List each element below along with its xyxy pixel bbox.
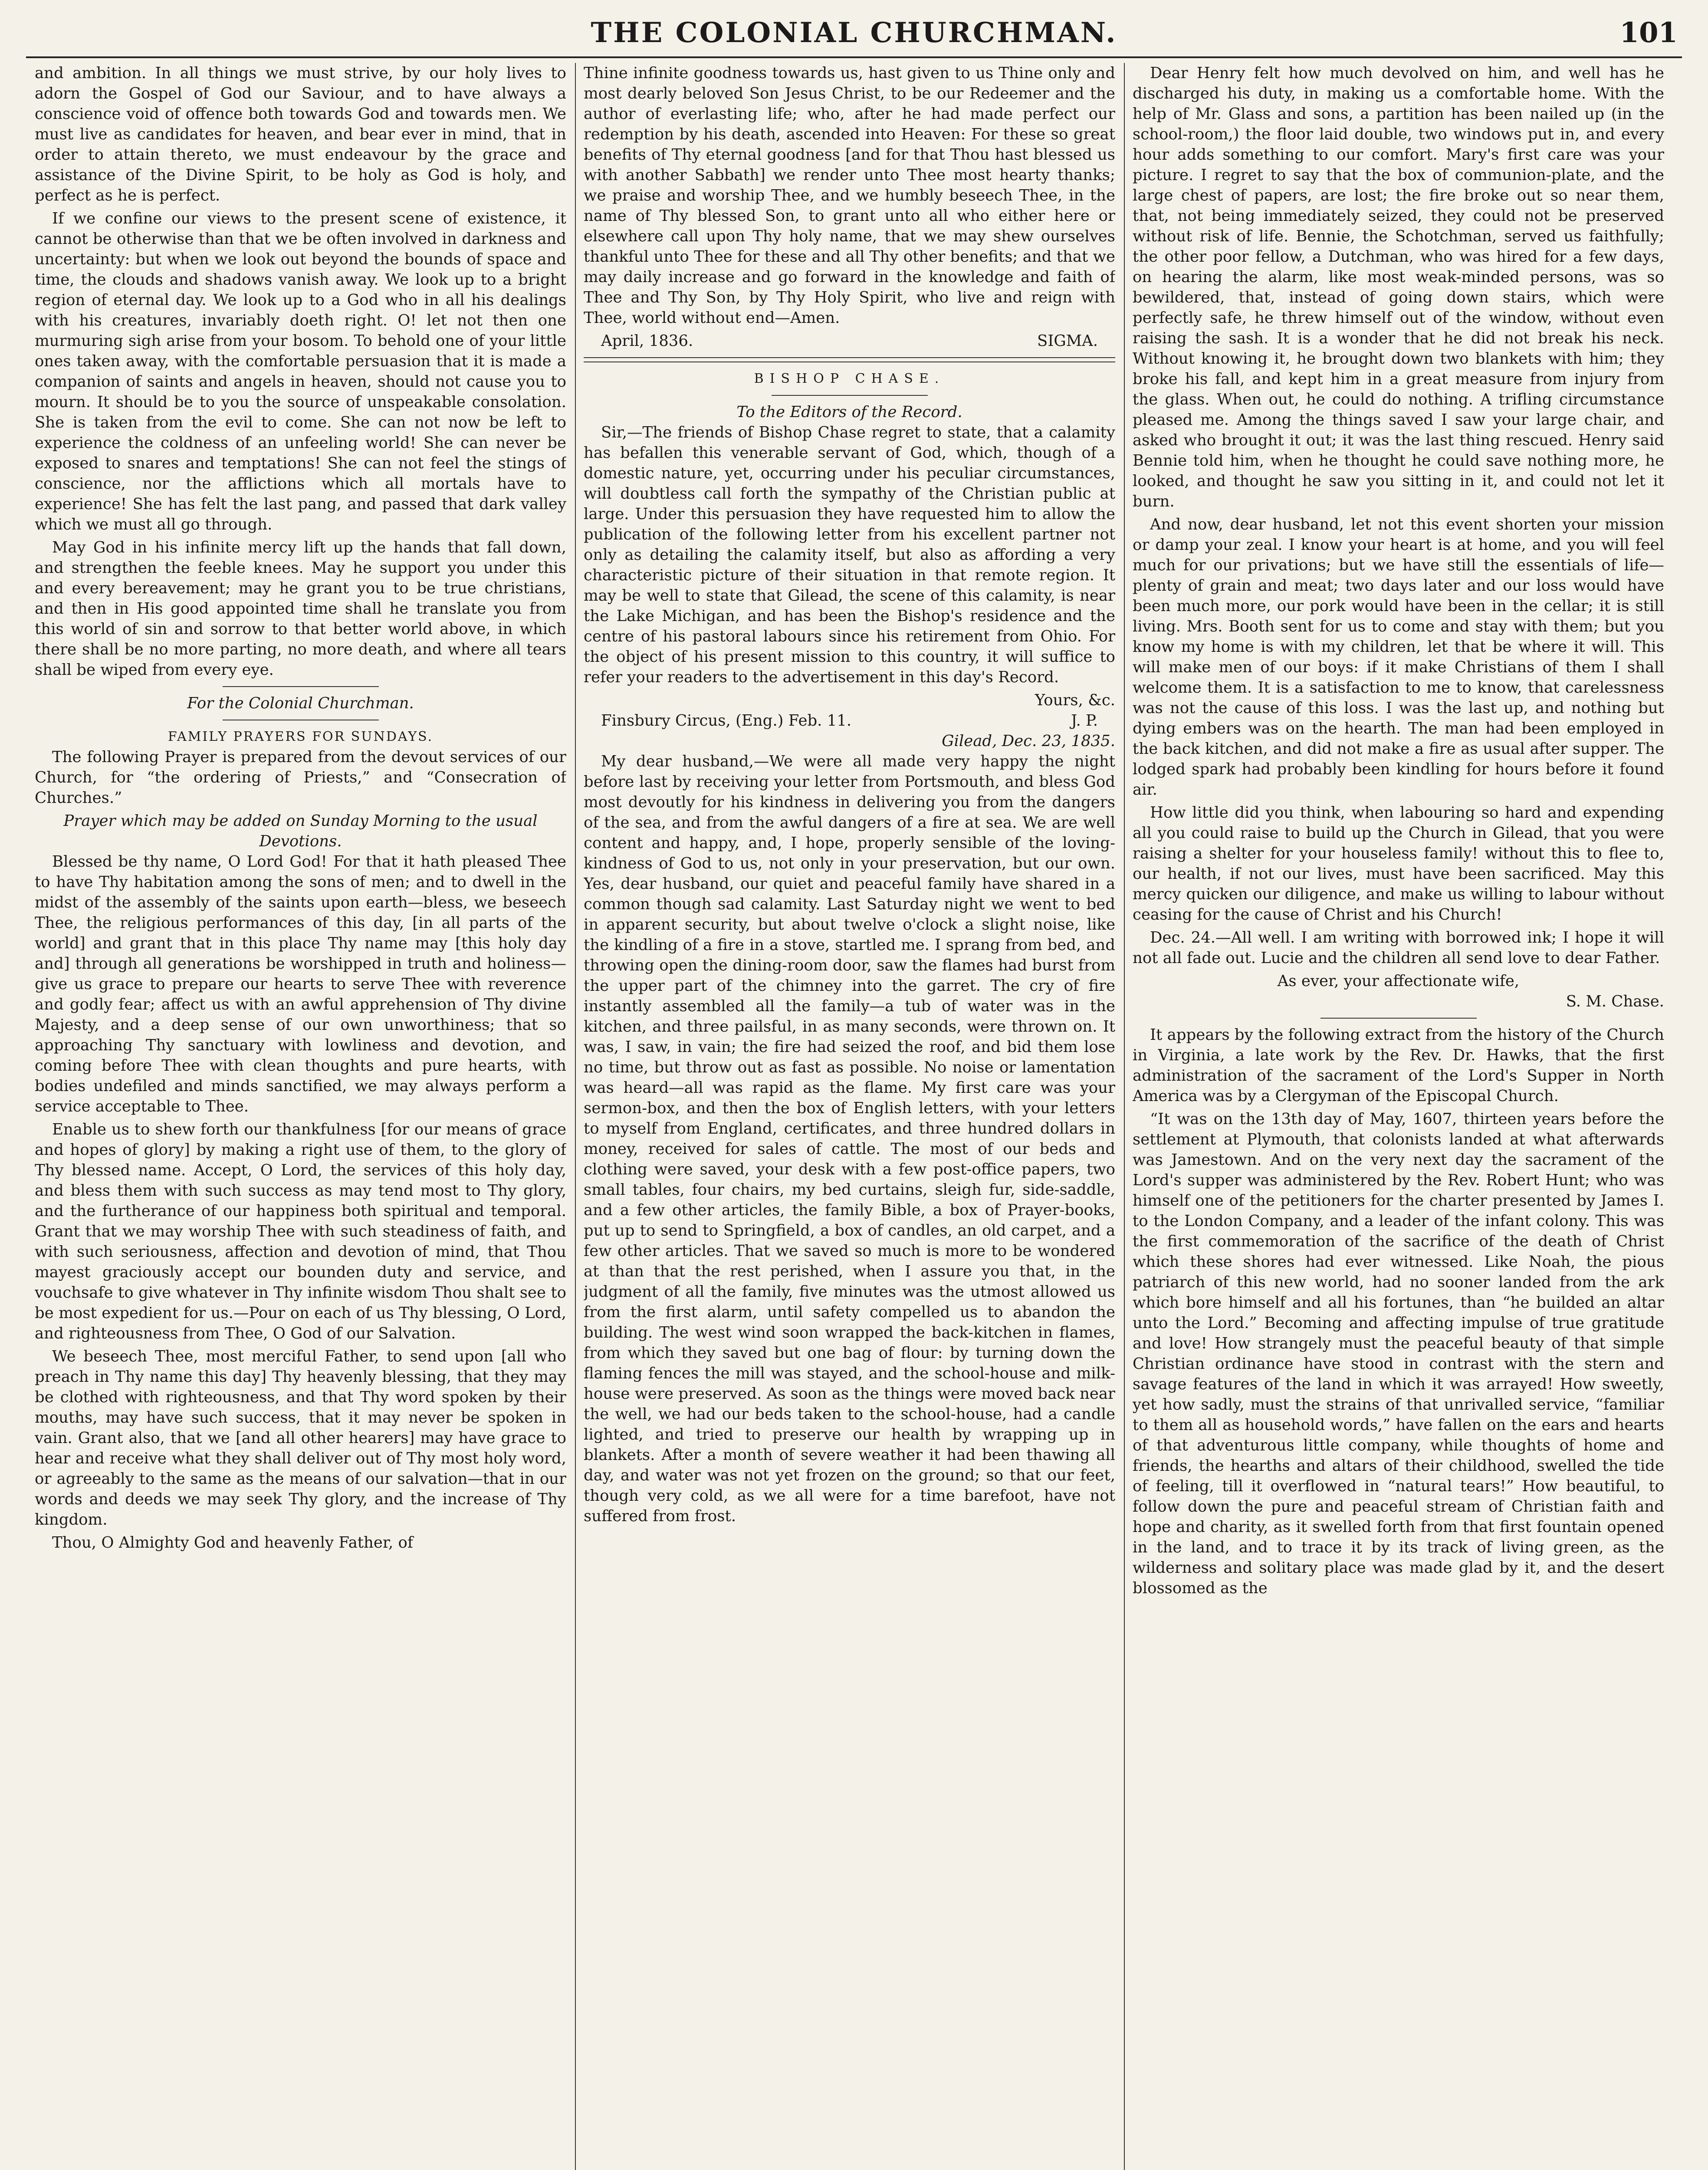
prayer-subheading: Prayer which may be added on Sunday Morning to the usual Devotions.	[63, 812, 538, 850]
paragraph: We beseech Thee, most merciful Father, to send upon [all who preach in Thy name this day] Thy heavenly blessing, that they may be clothed with righteousness, and that Thy word spoken by their mouths, may have such success, that it may never be spoken in vain. Grant also, that we [and all other hearers] may have grace to hear and receive what they shall deliver out of Thy most holy word, or agreeably to the same as the means of our salvation—that in our words and deeds we may seek Thy glory, and the increase of Thy kingdom.	[35, 1348, 566, 1529]
section-heading: FAMILY PRAYERS FOR SUNDAYS.	[168, 729, 434, 744]
signature-line	[584, 331, 1115, 351]
page-number: 101	[1619, 16, 1678, 49]
column-right	[1133, 63, 1664, 2170]
section-source: For the Colonial Churchman.	[187, 694, 414, 712]
column-left	[35, 63, 566, 2170]
paragraph: Blessed be thy name, O Lord God! For that it hath pleased Thee to have Thy habitation among the sons of men; and to dwell in the midst of the assembly of the saints upon earth—bless, we beseech Thee, the religious performances of this day, [in all parts of the world] and grant that in this place Thy name may [this holy day and] through all generations be worshipped in truth and holiness—give us grace to prepare our hearts to serve Thee with reverence and godly fear; affect us with an awful apprehension of Thy divine Majesty, and a deep sense of our own unworthiness; that so approaching Thy sanctuary with lowliness and devotion, and coming before Thee with clean thoughts and pure hearts, with bodies undefiled and minds sanctified, we may always perform a service acceptable to Thee.	[35, 853, 566, 1115]
address-line: To the Editors of the Record.	[736, 403, 962, 421]
closing: Yours, &c.	[1035, 691, 1115, 709]
paragraph: Thou, O Almighty God and heavenly Father, of	[52, 1534, 414, 1552]
signature-date: April, 1836.	[601, 332, 693, 350]
paragraph: Sir,—The friends of Bishop Chase regret to state, that a calamity has befallen this venerable servant of God, which, though of a domestic nature, yet, occurring under his peculiar circumstances, will doubtless call forth the sympathy of the Christian public at large. Under this persuasion they have requested him to allow the publication of the following letter from his excellent partner not only as detailing the calamity itself, but also as affording a very characteristic picture of their situation in that remote region. It may be well to state that Gilead, the scene of this calamity, is near the Lake Michigan, and has been the Bishop's residence and the centre of his pastoral labours since his retirement from Ohio. For the object of his present mission to this country, it will suffice to refer your readers to the advertisement in this day's Record.	[584, 424, 1115, 686]
masthead	[26, 9, 1682, 58]
place-date: Finsbury Circus, (Eng.) Feb. 11.	[601, 712, 852, 730]
divider	[584, 357, 1115, 362]
signature-initials: J. P.	[1071, 712, 1098, 730]
paragraph: “It was on the 13th day of May, 1607, thirteen years before the settlement at Plymouth, that colonists landed at what afterwards was Jamestown. And on the very next day the sacrament of the Lord's supper was administered by the Rev. Robert Hunt; who was himself one of the petitioners for the charter presented by James I. to the London Company, and a leader of the infant colony. This was the first commemoration of the sacrifice of the death of Christ which these shores had ever witnessed. Like Noah, the pious patriarch of this new world, had no sooner landed from the ark which bore himself and all his fortunes, than “he builded an altar unto the Lord.” Becoming and affecting impulse of true gratitude and love! How strangely must the peaceful beauty of that simple Christian ordinance have stood in contrast with the stern and savage features of the land in which it was arrayed! How sweetly, yet how sadly, must the strains of that unrivalled service, “familiar to them all as household words,” have fallen on the ears and hearts of that adventurous little company, while thoughts of home and friends, the hearths and altars of their childhood, swelled the tide of feeling, till it overflowed in “natural tears!” How beautiful, to follow down the pure and peaceful stream of Christian faith and hope and charity, as it swelled forth from that first fountain opened in the land, and to trace it by its track of living green, as the wilderness and solitary place was made glad by it, and the desert blossomed as the	[1133, 1110, 1664, 1597]
paragraph: Dear Henry felt how much devolved on him, and well has he discharged his duty, in making us a comfortable home. With the help of Mr. Glass and sons, a partition has been nailed up (in the school-room,) the floor laid double, two windows put in, and every hour adds something to our comfort. Mary's first care was your picture. I regret to say that the box of communion-plate, and the large chest of papers, are lost; the fire broke out so near them, that, not being immediately seized, they could not be preserved without risk of life. Bennie, the Schotchman, served us faithfully; the other poor fellow, a Dutchman, who was hired for a few days, on hearing the alarm, like most weak-minded persons, was so bewildered, that, instead of going down stairs, which were perfectly safe, he threw himself out of the window, without even raising the sash. It is a wonder that he did not break his neck. Without knowing it, he brought down two blankets with him; they broke his fall, and kept him in a great measure from injury from the glass. When out, he could do nothing. A trifling circumstance pleased me. Among the things saved I saw your large chair, and asked who brought it out; it was the last thing rescued. Henry said Bennie told him, when he thought he could save nothing more, he looked, and thought he saw you sitting in it, and could not let it burn.	[1133, 64, 1664, 510]
closing: As ever, your affectionate wife,	[1277, 972, 1520, 990]
signature-line	[584, 710, 1115, 731]
paragraph: And now, dear husband, let not this event shorten your mission or damp your zeal. I know your heart is at home, and you will feel much for our privations; but we have still the essentials of life—plenty of grain and meat; two days later and our loss would have been much more, our pork would have been in the cellar; it is still living. Mrs. Booth sent for us to come and stay with them; but you know my home is with my children, let that be where it will. This will make men of our boys: if it make Christians of them I shall welcome them. It is a satisfaction to me to know, that carelessness was not the cause of this loss. I was the last up, and nothing but dying embers was on the hearth. The man had been employed in the back kitchen, and did not make a fire as usual after supper. The lodged spark had probably been kindling for hours before it found air.	[1133, 516, 1664, 799]
letter-date: Gilead, Dec. 23, 1835.	[942, 732, 1115, 750]
signature-name: SIGMA.	[1037, 332, 1098, 350]
column-rule	[575, 63, 576, 2170]
paragraph: Dec. 24.—All well. I am writing with borrowed ink; I hope it will not all fade out. Lucie and the children all send love to dear Father.	[1133, 929, 1664, 967]
columns	[35, 63, 1673, 2170]
paragraph: If we confine our views to the present scene of existence, it cannot be otherwise than that we be often involved in darkness and uncertainty: but when we look out beyond the bounds of space and time, the clouds and shadows vanish away. We look up to a bright region of eternal day. We look up to a God who in all his dealings with his creatures, invariably doeth right. O! let not then one murmuring sigh arise from your bosom. To behold one of your little ones taken away, with the comfortable persuasion that it is made a companion of saints and angels in heaven, should not cause you to mourn. It should be to you the source of unspeakable consolation. She is taken from the evil to come. She can not now be left to experience the coldness of an unfeeling world! She can never be exposed to snares and temptations! She can not feel the stings of conscience, nor the afflictions which all mortals have to experience! She has felt the last pang, and passed that dark valley which we must all go through.	[35, 210, 566, 533]
column-middle	[584, 63, 1115, 2170]
signature-name: S. M. Chase.	[1566, 993, 1664, 1010]
paragraph: The following Prayer is prepared from the devout services of our Church, for “the ordering of Priests,” and “Consecration of Churches.”	[35, 748, 566, 807]
divider	[772, 395, 928, 396]
newspaper-title: THE COLONIAL CHURCHMAN.	[591, 16, 1117, 49]
paragraph: and ambition. In all things we must strive, by our holy lives to adorn the Gospel of God our Saviour, and to have always a conscience void of offence both towards God and towards men. We must live as candidates for heaven, and bear ever in mind, that in order to attain thereto, we must endeavour by the grace and assistance of the Divine Spirit, to be holy as God is holy, and perfect as he is perfect.	[35, 64, 566, 204]
column-rule	[1124, 63, 1125, 2170]
paragraph: Enable us to shew forth our thankfulness [for our means of grace and hopes of glory] by making a right use of them, to the glory of Thy blessed name. Accept, O Lord, the services of this holy day, and bless them with such success as may tend most to Thy glory, and the furtherance of our happiness both spiritual and temporal. Grant that we may worship Thee with such steadiness of faith, and with such seriousness, affection and devotion of mind, that Thou mayest graciously accept our bounden duty and service, and vouchsafe to give whatever in Thy infinite wisdom Thou shalt see to be most expedient for us.—Pour on each of us Thy blessing, O Lord, and righteousness from Thee, O God of our Salvation.	[35, 1121, 566, 1342]
paragraph: Thine infinite goodness towards us, hast given to us Thine only and most dearly beloved Son Jesus Christ, to be our Redeemer and the author of everlasting life; who, after he had made perfect our redemption by his death, ascended into Heaven: For these so great benefits of Thy eternal goodness [and for that Thou hast blessed us with another Sabbath] we render unto Thee most hearty thanks; we praise and worship Thee, and we humbly beseech Thee, in the name of Thy blessed Son, to grant unto all who either here or elsewhere call upon Thy holy name, that we may shew ourselves thankful unto Thee for these and all Thy other benefits; and that we may daily increase and go forward in the knowledge and faith of Thee and Thy Son, by Thy Holy Spirit, who live and reign with Thee, world without end—Amen.	[584, 64, 1115, 327]
divider	[223, 686, 379, 687]
paragraph: My dear husband,—We were all made very happy the night before last by receiving your letter from Portsmouth, and bless God most devoutly for his kindness in delivering you from the dangers of the sea, and from the awful dangers of a fire at sea. We are well content and happy, and, I hope, properly sensible of the loving-kindness of God to us, not only in your preservation, but our own. Yes, dear husband, our quiet and peaceful family have shared in a common though sad calamity. Last Saturday night we went to bed in apparent security, but about twelve o'clock a slight noise, like the kindling of a fire in a stove, startled me. I sprang from bed, and throwing open the dining-room door, saw the flames had burst from the upper part of the chimney into the garret. The cry of fire instantly assembled all the family—a tub of water was in the kitchen, and three pailsful, in as many seconds, were thrown on. It was, I saw, in vain; the fire had seized the roof, and bid them lose no time, but throw out as fast as possible. No noise or lamentation was heard—all was rapid as the flame. My first care was your sermon-box, and then the box of English letters, with your letters to myself from England, certificates, and three hundred dollars in money, received for sales of cattle. The most of our beds and clothing were saved, your desk with a few post-office papers, two small tables, four chairs, my bed curtains, sleigh fur, side-saddle, and a few other articles, the family Bible, a box of Prayer-books, put up to send to Springfield, a box of candles, an old carpet, and a few other articles. That we saved so much is more to be wondered at than that the rest perished, when I assure you that, in the judgment of all the family, five minutes was the utmost allowed us from the first alarm, until safety compelled us to abandon the building. The west wind soon wrapped the back-kitchen in flames, from which they saved but one bag of flour: by turning down the flaming fences the mill was stayed, and the school-house and milk-house were preserved. As soon as the things were moved back near the well, we had our beds taken to the school-house, had a candle lighted, and tried to preserve our health by wrapping up in blankets. After a month of severe weather it had been thawing all day, and water was not yet frozen on the ground; so that our feet, though very cold, as we all were for a time barefoot, have not suffered from frost.	[584, 753, 1115, 1525]
paragraph: How little did you think, when labouring so hard and expending all you could raise to build up the Church in Gilead, that you were raising a shelter for your houseless family! without this to flee to, our health, if not our lives, must have been sacrificed. May this mercy quicken our diligence, and make us willing to labour without ceasing for the cause of Christ and his Church!	[1133, 804, 1664, 924]
divider	[1320, 1018, 1477, 1019]
paragraph: It appears by the following extract from the history of the Church in Virginia, a late work by the Rev. Dr. Hawks, that the first administration of the sacrament of the Lord's Supper in North America was by a Clergyman of the Episcopal Church.	[1133, 1026, 1664, 1105]
section-heading: BISHOP CHASE.	[754, 371, 945, 386]
paragraph: May God in his infinite mercy lift up the hands that fall down, and strengthen the feeble knees. May he support you under this and every bereavement; may he grant you to be true christians, and then in His good appointed time shall he translate you from this world of sin and sorrow to that better world above, in which there shall be no more parting, no more death, and where all tears shall be wiped from every eye.	[35, 539, 566, 679]
